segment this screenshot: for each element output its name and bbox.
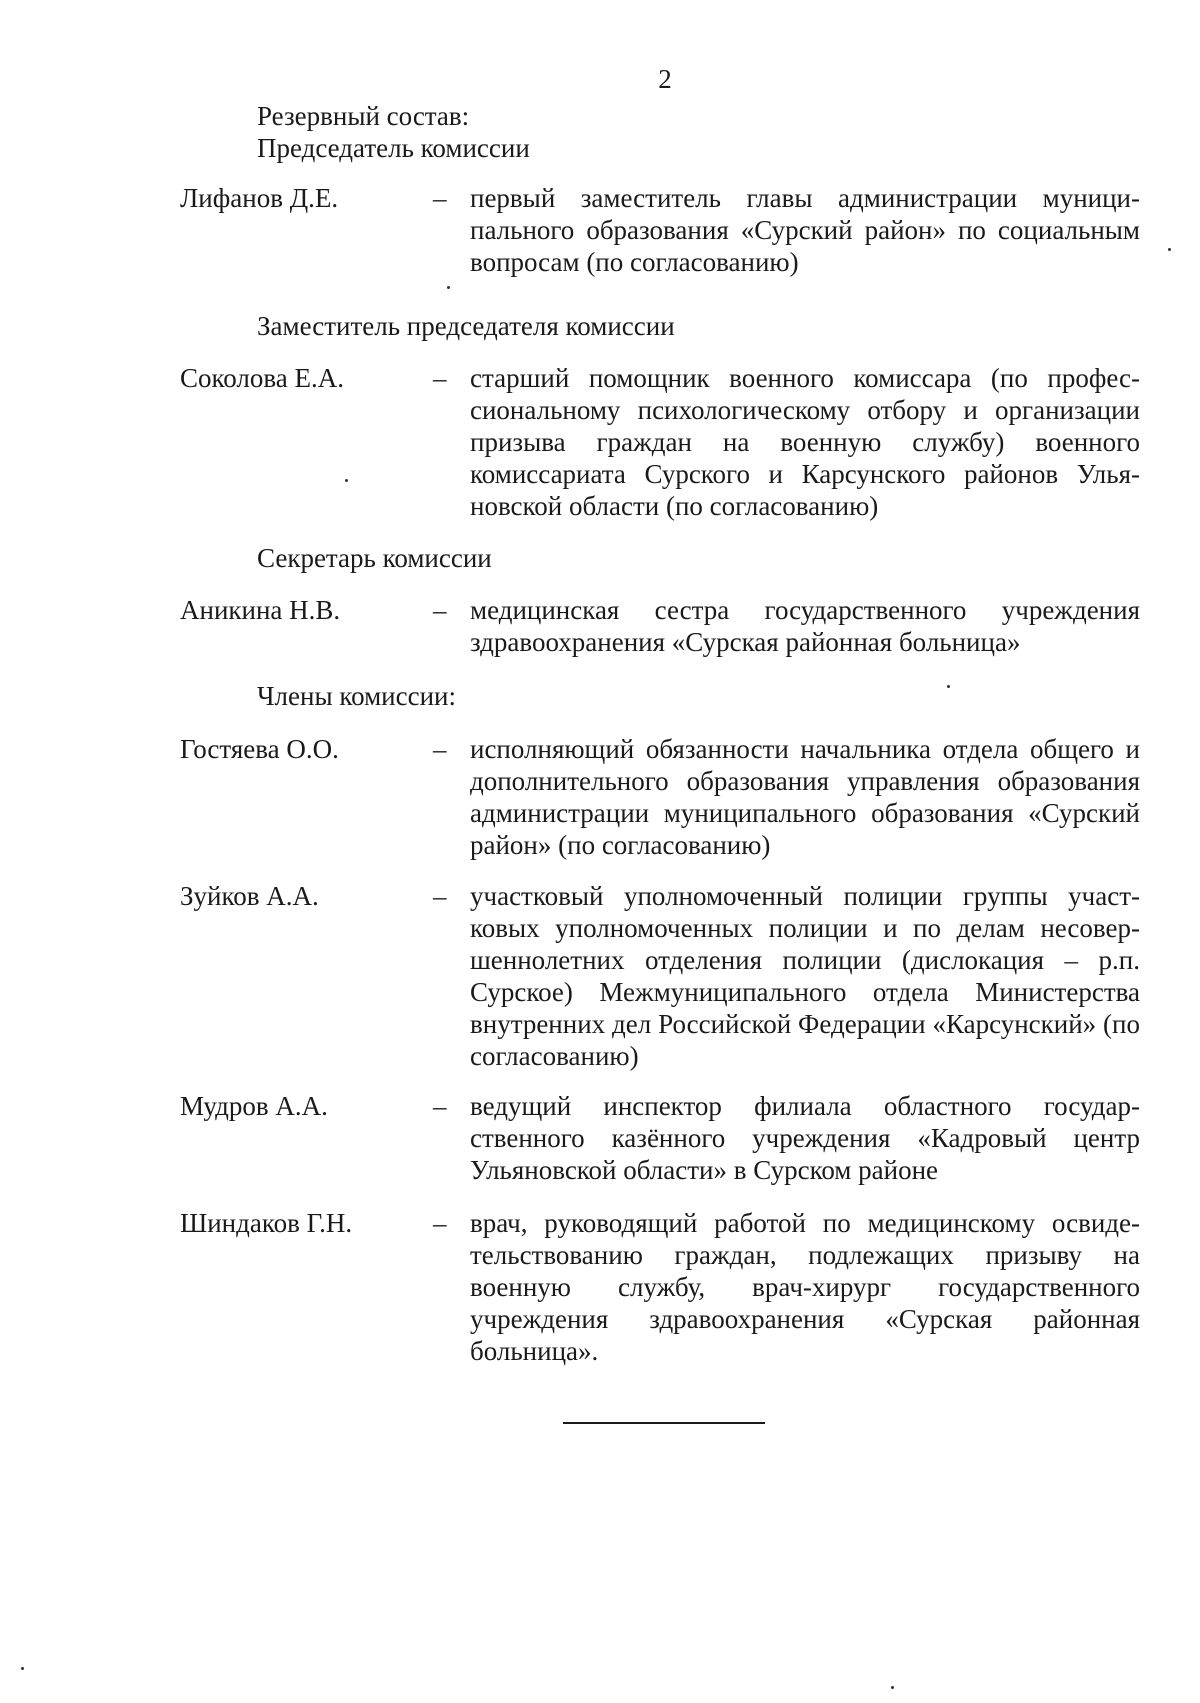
scan-speck xyxy=(891,1686,894,1689)
member-description: врач, руководящий работой по медицинскому освидетельствованию граждан, подлежащих призыву на военную службу, врач-хирург государственного учреждения здравоохранения «Сурская районная больница». xyxy=(470,1208,1140,1366)
member-description: ведущий инспектор филиала областного государственного казённого учреждения «Кадровый центр Ульяновской области» в Сурском районе xyxy=(470,1091,1140,1185)
member-name: Мудров А.А. xyxy=(180,1091,328,1121)
member-name: Шиндаков Г.Н. xyxy=(180,1208,353,1238)
member-description: медицинская сестра государственного учреждения здравоохранения «Сурская районная больница» xyxy=(470,595,1140,657)
heading-reserve: Резервный состав: xyxy=(257,101,470,131)
entry-dash: – xyxy=(433,881,447,911)
member-name: Зуйков А.А. xyxy=(180,881,319,911)
page-number: 2 xyxy=(658,64,672,94)
entry-dash: – xyxy=(433,183,447,213)
member-name: Аникина Н.В. xyxy=(180,595,341,625)
scan-speck xyxy=(21,1667,24,1670)
entry-dash: – xyxy=(433,734,447,764)
member-description: исполняющий обязанности начальника отдела общего и дополнительного образования управления образования администрации муниципального образования «Сурский район» (по согласованию) xyxy=(470,734,1140,860)
member-description: первый заместитель главы администрации муниципального образования «Сурский район» по социальным вопросам (по согласованию) xyxy=(470,183,1140,277)
heading-deputy: Заместитель председателя комиссии xyxy=(257,311,675,341)
entry-dash: – xyxy=(433,363,447,393)
member-description: старший помощник военного комиссара (по профессиональному психологическому отбору и организации призыва граждан на военную службу) военного комиссариата Сурского и Карсунского районов Ульяновской области (по согласованию) xyxy=(470,363,1140,521)
heading-secretary: Секретарь комиссии xyxy=(257,543,492,573)
heading-chairman: Председатель комиссии xyxy=(257,133,530,163)
heading-members: Члены комиссии: xyxy=(257,681,456,711)
closing-rule xyxy=(563,1422,765,1424)
entry-dash: – xyxy=(433,1208,447,1238)
member-name: Соколова Е.А. xyxy=(180,363,344,393)
scan-speck xyxy=(447,286,450,289)
entry-dash: – xyxy=(433,595,447,625)
scan-speck xyxy=(947,685,950,688)
member-description: участковый уполномоченный полиции группы участковых уполномоченных полиции и по делам несовершеннолетних отделения полиции (дислокация – р.п. Сурское) Межмуниципального отдела Министерства внутренних дел Российской Федерации «Карсунский» (по согласованию) xyxy=(470,881,1140,1071)
entry-dash: – xyxy=(433,1091,447,1121)
member-name: Гостяева О.О. xyxy=(180,734,339,764)
scan-speck xyxy=(345,479,348,482)
member-name: Лифанов Д.Е. xyxy=(180,183,339,213)
scan-speck xyxy=(1168,248,1171,251)
